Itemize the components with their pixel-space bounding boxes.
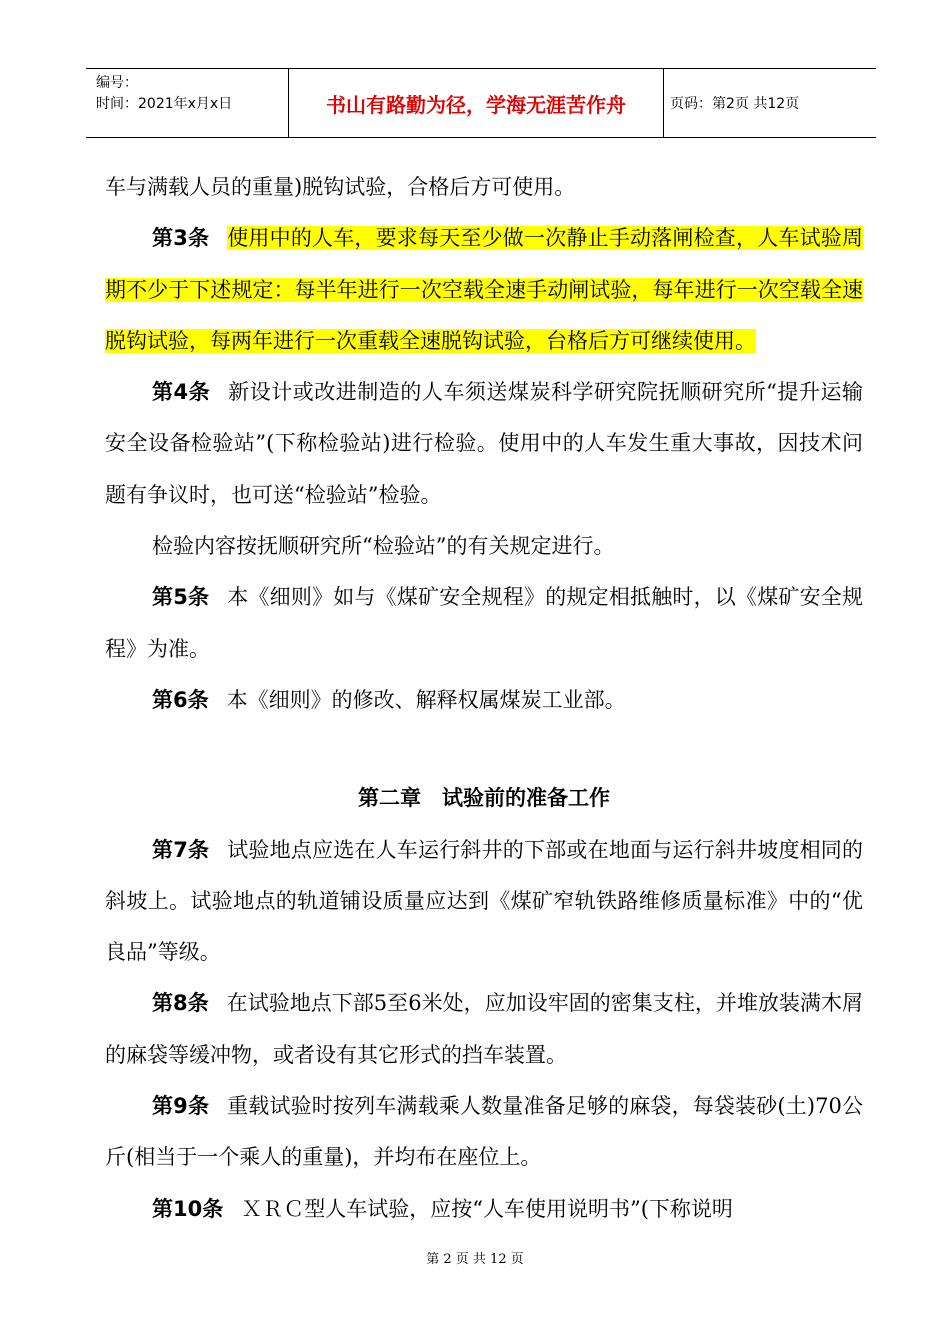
article-label: 第6条	[152, 687, 209, 712]
article-label: 第9条	[152, 1094, 210, 1119]
article-text: 在试验地点下部5至6米处，应加设牢固的密集支柱，并堆放装满木屑的麻袋等缓冲物，或者设有其它形式的挡车装置。	[105, 991, 863, 1067]
article-label: 第5条	[152, 585, 210, 610]
highlighted-text: 使用中的人车，要求每天至少做一次静止手动落闸检查，人车试验周期不少于下述规定：每半年进行一次空载全速手动闸试验，每年进行一次空载全速脱钩试验，每两年进行一次重载全速脱钩试验，台格后方可继续使用。	[105, 226, 863, 353]
chapter-title: 第二章 试验前的准备工作	[358, 786, 610, 811]
article-7	[105, 825, 863, 979]
article-text: 试验地点应选在人车运行斜井的下部或在地面与运行斜井坡度相同的斜坡上。试验地点的轨道铺设质量应达到《煤矿窄轨铁路维修质量标准》中的“优良品”等级。	[105, 837, 863, 965]
article-label: 第7条	[152, 837, 210, 862]
header-motto: 书山有路勤为径，学海无涯苦作舟	[288, 69, 664, 137]
article-6	[105, 675, 863, 726]
article-5	[105, 572, 863, 675]
article-9	[105, 1081, 863, 1184]
article-text: 本《细则》如与《煤矿安全规程》的规定相抵触时，以《煤矿安全规程》为准。	[105, 585, 863, 661]
article-text: 重载试验时按列车满载乘人数量准备足够的麻袋，每袋装砂(土)70公斤(相当于一个乘人的重量)，并均布在座位上。	[105, 1094, 863, 1170]
page-footer: 第 2 页 共 12 页	[426, 1252, 524, 1267]
article-label: 第4条	[152, 380, 211, 405]
article-label: 第10条	[152, 1196, 224, 1221]
continued-paragraph: 车与满载人员的重量)脱钩试验，合格后方可使用。	[105, 175, 576, 199]
time-label: 时间：2021年x月x日	[96, 96, 233, 112]
page-header	[86, 68, 876, 138]
article-4	[105, 367, 863, 521]
article-label: 第8条	[152, 991, 209, 1016]
article-4-extra: 检验内容按抚顺研究所“检验站”的有关规定进行。	[152, 534, 615, 559]
number-label: 编号：	[96, 75, 138, 91]
article-8	[105, 978, 863, 1081]
article-text: 新设计或改进制造的人车须送煤炭科学研究院抚顺研究所“提升运输安全设备检验站”(下称检验站)进行检验。使用中的人车发生重大事故，因技术问题有争议时，也可送“检验站”检验。	[105, 380, 863, 507]
article-10	[105, 1184, 863, 1235]
article-3	[105, 213, 863, 367]
article-text: 本《细则》的修改、解释权属煤炭工业部。	[226, 687, 626, 712]
article-text: ＸＲＣ型人车试验，应按“人车使用说明书”(下称说明	[241, 1196, 733, 1221]
header-page-label: 页码：第2页 共12页	[670, 96, 800, 112]
header-meta	[96, 73, 232, 115]
document-body	[105, 162, 863, 1235]
article-label: 第3条	[152, 226, 210, 251]
